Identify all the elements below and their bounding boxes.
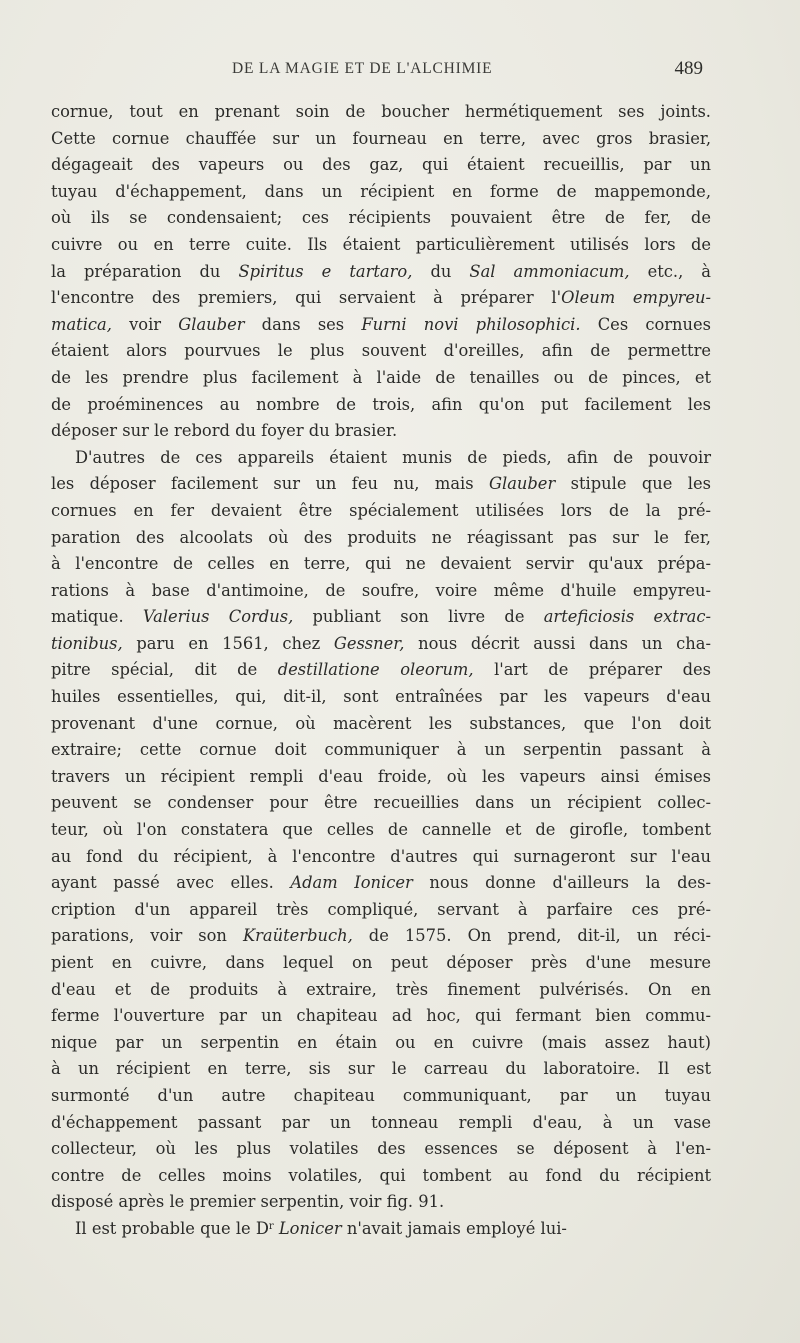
body-text [51,99,711,1243]
text-run: de 1575. On prend, dit-il, un réci- [352,926,711,946]
text-line [51,338,711,365]
text-line [51,1056,711,1083]
text-run: nous décrit aussi dans un cha- [404,633,711,653]
italic-text: Glauber [488,474,556,494]
text-run: publiant son livre de [293,607,544,627]
text-line [51,1110,711,1137]
text-run: tuyau d'échappement, dans un récipient en forme de mappemonde, [51,181,711,201]
text-line [51,259,711,286]
text-run: parations, voir son [51,926,243,946]
superscript-text: r [268,1220,274,1232]
text-line [51,392,711,419]
text-line [51,365,711,392]
text-run: de les prendre plus facilement à l'aide de tenailles ou de pinces, et [51,367,711,387]
text-run: cornues en fer devaient être spécialement utilisées lors de la pré- [51,500,711,520]
text-line [51,844,711,871]
text-run: dans ses [244,314,362,334]
italic-text: arteficiosis extrac- [543,607,711,627]
text-run: disposé après le premier serpentin, voir fig. 91. [51,1192,445,1212]
text-run: à un récipient en terre, sis sur le carreau du laboratoire. Il est [51,1059,711,1079]
text-line [51,764,711,791]
paragraph [51,445,711,1216]
text-line [51,1030,711,1057]
text-run: voir [111,314,179,334]
text-run: paration des alcoolats où des produits ne réagissant pas sur le fer, [51,527,711,547]
text-line [51,711,711,738]
text-line [51,1003,711,1030]
text-run: surmonté d'un autre chapiteau communiquant, par un tuyau [51,1085,711,1105]
paragraph [51,1216,711,1243]
text-run: rations à base d'antimoine, de soufre, voire même d'huile empyreu- [51,580,711,600]
text-run: nique par un serpentin en étain ou en cuivre (mais assez haut) [51,1032,711,1052]
text-line [51,152,711,179]
text-line [51,977,711,1004]
page-header [0,58,800,84]
text-line [51,285,711,312]
text-run: l'art de préparer des [473,660,711,680]
text-run: Cette cornue chauffée sur un fourneau en terre, avec gros brasier, [51,128,711,148]
text-run: cription d'un appareil très compliqué, servant à parfaire ces pré- [51,899,711,919]
text-run: provenant d'une cornue, où macèrent les substances, que l'on doit [51,713,711,733]
italic-text: Kraüterbuch, [242,926,353,946]
text-line [51,126,711,153]
italic-text: destillatione oleorum, [277,660,474,680]
text-line [51,205,711,232]
text-run: paru en 1561, chez [122,633,334,653]
text-line [51,232,711,259]
text-run: travers un récipient rempli d'eau froide, où les vapeurs ainsi émises [51,766,711,786]
text-run: cornue, tout en prenant soin de boucher hermétiquement ses joints. [51,102,711,121]
text-run: d'échappement passant par un tonneau rempli d'eau, à un vase [51,1112,711,1132]
text-run: stipule que les [555,474,712,494]
text-run: D'autres de ces appareils étaient munis de pieds, afin de pouvoir [75,447,711,467]
text-run: où ils se condensaient; ces récipients pouvaient être de fer, de [51,208,711,228]
text-line [51,1189,711,1216]
text-run: pitre spécial, dit de [51,660,278,680]
italic-text: Sal ammoniacum, [469,261,630,281]
text-run: pient en cuivre, dans lequel on peut déposer près d'une mesure [51,953,711,972]
text-run: ayant passé avec elles. [51,873,291,893]
italic-text: Lonicer [278,1218,342,1238]
italic-text: tionibus, [51,633,123,653]
text-line [51,498,711,525]
text-line [51,657,711,684]
italic-text: Valerius Cordus, [142,607,294,627]
text-line [51,631,711,658]
text-line [51,179,711,206]
text-run: teur, où l'on constatera que celles de cannelle et de girofle, tombent [51,820,711,840]
text-run: peuvent se condenser pour être recueillies dans un récipient collec- [51,793,711,813]
text-run: à l'encontre de celles en terre, qui ne devaient servir qu'aux prépa- [51,554,711,574]
text-run: l'encontre des premiers, qui servaient à préparer l' [51,288,562,308]
text-run: la préparation du [51,261,239,281]
italic-text: Adam Ionicer [290,873,413,893]
running-title: DE LA MAGIE ET DE L'ALCHIMIE [232,60,493,77]
text-line [51,923,711,950]
text-line [51,445,711,472]
text-run: cuivre ou en terre cuite. Ils étaient particulièrement utilisés lors de [51,234,711,254]
text-run: contre de celles moins volatiles, qui tombent au fond du récipient [51,1165,711,1185]
text-run: du [412,261,470,281]
text-line [51,99,711,126]
text-line [51,1163,711,1190]
italic-text: Oleum empyreu- [561,288,711,308]
text-run: nous donne d'ailleurs la des- [412,873,711,893]
text-line [51,737,711,764]
italic-text: Gessner, [333,633,405,653]
text-run: déposer sur le rebord du foyer du brasier. [51,421,398,441]
text-line [51,604,711,631]
text-line [51,578,711,605]
page-number: 489 [674,58,703,79]
italic-text: matica, [51,314,112,334]
text-line [51,870,711,897]
text-line [51,897,711,924]
text-run: au fond du récipient, à l'encontre d'autres qui surnageront sur l'eau [51,846,711,866]
text-run: de proéminences au nombre de trois, afin qu'on put facilement les [51,394,711,414]
paragraph [51,99,711,445]
text-line [51,684,711,711]
text-run: extraire; cette cornue doit communiquer à un serpentin passant à [51,740,711,760]
text-run: d'eau et de produits à extraire, très finement pulvérisés. On en [51,979,711,999]
text-run: matique. [51,607,143,627]
text-line [51,551,711,578]
text-run: n'avait jamais employé lui- [341,1218,567,1238]
text-line [51,312,711,339]
text-line [51,1083,711,1110]
italic-text: Furni novi philosophici. [361,314,581,334]
text-run: collecteur, où les plus volatiles des essences se déposent à l'en- [51,1139,711,1159]
text-run: dégageait des vapeurs ou des gaz, qui étaient recueillis, par un [51,155,711,175]
text-line [51,1136,711,1163]
text-run: etc., à [629,261,711,281]
text-run: huiles essentielles, qui, dit-il, sont entraînées par les vapeurs d'eau [51,687,711,707]
text-line [51,471,711,498]
text-line [51,817,711,844]
text-run: les déposer facilement sur un feu nu, mais [51,474,489,494]
text-run: étaient alors pourvues le plus souvent d'oreilles, afin de permettre [51,341,711,361]
text-run: ferme l'ouverture par un chapiteau ad hoc, qui fermant bien commu- [51,1006,711,1026]
text-run: Ces cornues [580,314,712,334]
text-run: Il est probable que le D [75,1218,269,1238]
italic-text: Glauber [178,314,245,334]
text-line [51,790,711,817]
text-line [51,950,711,977]
text-line [51,525,711,552]
text-line [51,418,711,445]
text-line [51,1216,711,1243]
italic-text: Spiritus e tartaro, [238,261,413,281]
